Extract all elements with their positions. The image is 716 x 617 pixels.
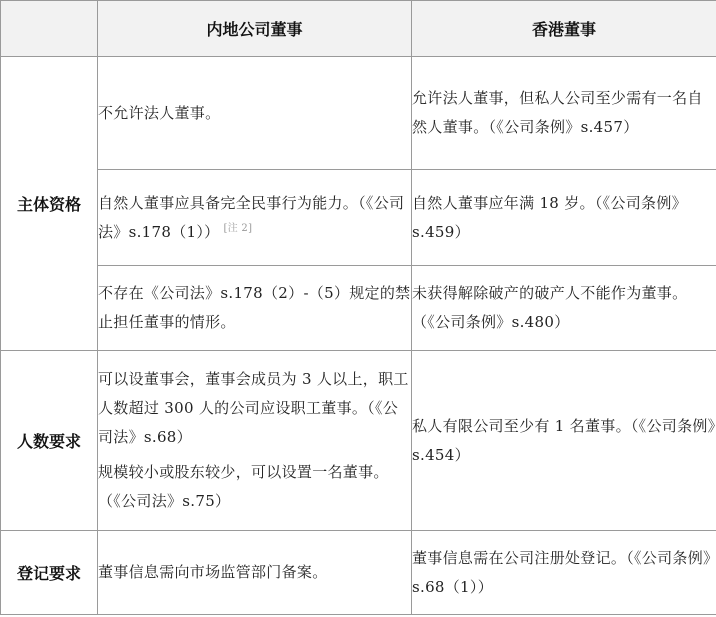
mainland-cell	[98, 170, 412, 266]
hongkong-cell	[412, 57, 716, 170]
cell-text: 规模较小或股东较少，可以设置一名董事。（《公司法》s.75）	[98, 463, 389, 510]
table-row	[1, 531, 716, 615]
footnote-marker: [注 2]	[223, 222, 253, 234]
cell-text: 董事信息需向市场监管部门备案。	[98, 563, 328, 581]
hongkong-cell	[412, 351, 716, 531]
category-headcount: 人数要求	[1, 351, 98, 531]
cell-text: 可以设董事会，董事会成员为 3 人以上，职工人数超过 300 人的公司应设职工董事。（《公司法》s.68）	[98, 370, 409, 446]
table-row	[1, 351, 716, 531]
table-row	[1, 170, 716, 266]
mainland-cell	[98, 57, 412, 170]
category-registration: 登记要求	[1, 531, 98, 615]
hongkong-cell	[412, 266, 716, 351]
mainland-cell	[98, 531, 412, 615]
cell-text: 不允许法人董事。	[98, 103, 221, 122]
header-hongkong: 香港董事	[412, 1, 716, 57]
header-corner-cell	[1, 1, 98, 57]
hongkong-cell	[412, 531, 716, 615]
table-row	[1, 57, 716, 170]
cell-text	[98, 189, 411, 247]
cell-text: 不存在《公司法》s.178（2）-（5）规定的禁止担任董事的情形。	[98, 284, 411, 331]
cell-text: 自然人董事应年满 18 岁。（《公司条例》s.459）	[412, 193, 687, 241]
header-row	[1, 1, 716, 57]
hongkong-cell	[412, 170, 716, 266]
cell-text: 私人有限公司至少有 1 名董事。（《公司条例》s.454）	[412, 416, 716, 464]
cell-text: 未获得解除破产的破产人不能作为董事。（《公司条例》s.480）	[412, 284, 688, 331]
cell-text-body: 自然人董事应具备完全民事行为能力。（《公司法》s.178（1））	[98, 193, 405, 241]
cell-text: 董事信息需在公司注册处登记。（《公司条例》s.68（1））	[412, 548, 711, 596]
table-row	[1, 266, 716, 351]
category-qualification: 主体资格	[1, 57, 98, 351]
mainland-cell	[98, 351, 412, 531]
mainland-cell	[98, 266, 412, 351]
header-mainland: 内地公司董事	[98, 1, 412, 57]
cell-text: 允许法人董事，但私人公司至少需有一名自然人董事。（《公司条例》s.457）	[412, 89, 703, 136]
